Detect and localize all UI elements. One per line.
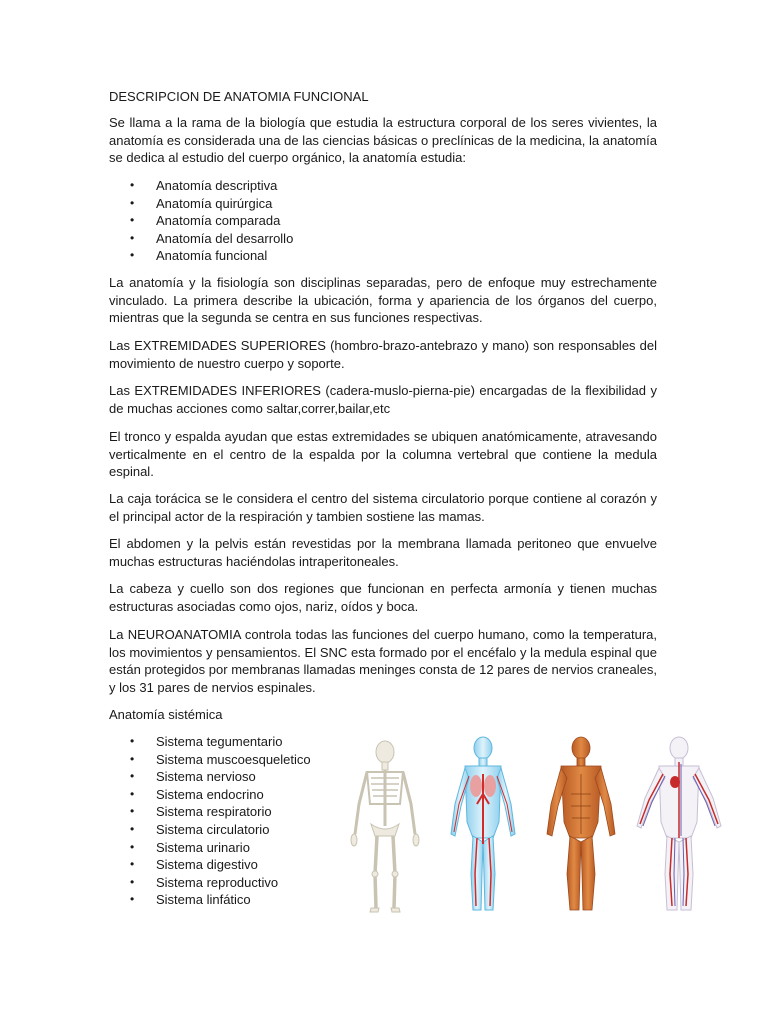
list-item: • Sistema linfático <box>130 892 251 908</box>
document-title: DESCRIPCION DE ANATOMIA FUNCIONAL <box>109 89 369 104</box>
list-item: • Sistema urinario <box>130 839 250 855</box>
intro-paragraph: Se llama a la rama de la biología que estudia la estructura corporal de los seres vivientes, la anatomía es considerada una de las ciencias básicas o preclínicas de la medicina, la anatomía se dedica al estudio del cuerpo orgánico, la anatomía estudia: <box>109 115 657 166</box>
bullet-icon: • <box>130 874 135 889</box>
bullet-icon: • <box>130 857 135 872</box>
body-systems-illustration <box>345 734 735 918</box>
skeleton-figure <box>351 741 419 912</box>
paragraph-thoracic-cage: La caja torácica se le considera el centro del sistema circulatorio porque contiene al corazón y el principal actor de la respiración y tambien sostiene las mamas. <box>109 491 657 524</box>
paragraph-head-neck: La cabeza y cuello son dos regiones que funcionan en perfecta armonía y tienen muchas estructuras asociadas como ojos, nariz, oídos y boca. <box>109 581 657 614</box>
bullet-icon: • <box>130 195 135 210</box>
list-item: • Sistema circulatorio <box>130 821 270 837</box>
bullet-icon: • <box>130 839 135 854</box>
paragraph-trunk: El tronco y espalda ayudan que estas extremidades se ubiquen anatómicamente, atravesando verticalmente en el centro de la espalda por la columna vertebral que contiene la medula espinal. <box>109 429 657 480</box>
list-item: • Sistema reproductivo <box>130 874 279 890</box>
bullet-icon: • <box>130 248 135 263</box>
list-item: • Anatomía quirúrgica <box>130 195 273 211</box>
vascular-figure <box>637 737 721 910</box>
list-item: • Anatomía funcional <box>130 248 268 264</box>
list-item: • Sistema digestivo <box>130 857 258 873</box>
bullet-icon: • <box>130 786 135 801</box>
paragraph-neuroanatomy: La NEUROANATOMIA controla todas las funciones del cuerpo humano, como la temperatura, los movimientos y pensamientos. El SNC esta formado por el encéfalo y la medula espinal que están protegidos por membranas llamadas meninges consta de 12 pares de nervios craneales, y los 31 pares de nervios espinales. <box>109 627 657 695</box>
list-item: • Sistema tegumentario <box>130 734 283 749</box>
bullet-icon: • <box>130 821 135 836</box>
paragraph-lower-limbs: Las EXTREMIDADES INFERIORES (cadera-muslo-pierna-pie) encargadas de la flexibilidad y de muchas acciones como saltar,correr,bailar,etc <box>109 383 657 416</box>
list-item: • Sistema nervioso <box>130 769 256 785</box>
paragraph-anatomy-physiology: La anatomía y la fisiología son disciplinas separadas, pero de enfoque muy estrechamente vinculado. La primera describe la ubicación, forma y apariencia de los órganos del cuerpo, mientras que la segunda se centra en sus funciones respectivas. <box>109 275 657 326</box>
paragraph-abdomen: El abdomen y la pelvis están revestidas por la membrana llamada peritoneo que envuelve muchas estructuras haciéndolas intraperitoneales. <box>109 536 657 569</box>
bullet-icon: • <box>130 230 135 245</box>
list-item: • Sistema endocrino <box>130 786 264 802</box>
bullet-icon: • <box>130 769 135 784</box>
bullet-icon: • <box>130 892 135 907</box>
list-item: • Anatomía descriptiva <box>130 178 278 193</box>
list-item: • Sistema muscoesqueletico <box>130 751 311 767</box>
systemic-heading: Anatomía sistémica <box>109 707 223 722</box>
circulatory-respiratory-figure <box>451 737 515 910</box>
list-item: • Sistema respiratorio <box>130 804 272 820</box>
muscular-figure <box>547 737 615 910</box>
bullet-icon: • <box>130 734 135 748</box>
paragraph-upper-limbs: Las EXTREMIDADES SUPERIORES (hombro-brazo-antebrazo y mano) son responsables del movimiento de nuestro cuerpo y soporte. <box>109 338 657 371</box>
bullet-icon: • <box>130 804 135 819</box>
systems-list <box>130 733 311 909</box>
list-item: • Anatomía comparada <box>130 213 281 229</box>
list-item: • Anatomía del desarrollo <box>130 230 294 246</box>
bullet-icon: • <box>130 751 135 766</box>
bullet-icon: • <box>130 178 135 192</box>
anatomy-types-list <box>130 177 293 265</box>
bullet-icon: • <box>130 213 135 228</box>
